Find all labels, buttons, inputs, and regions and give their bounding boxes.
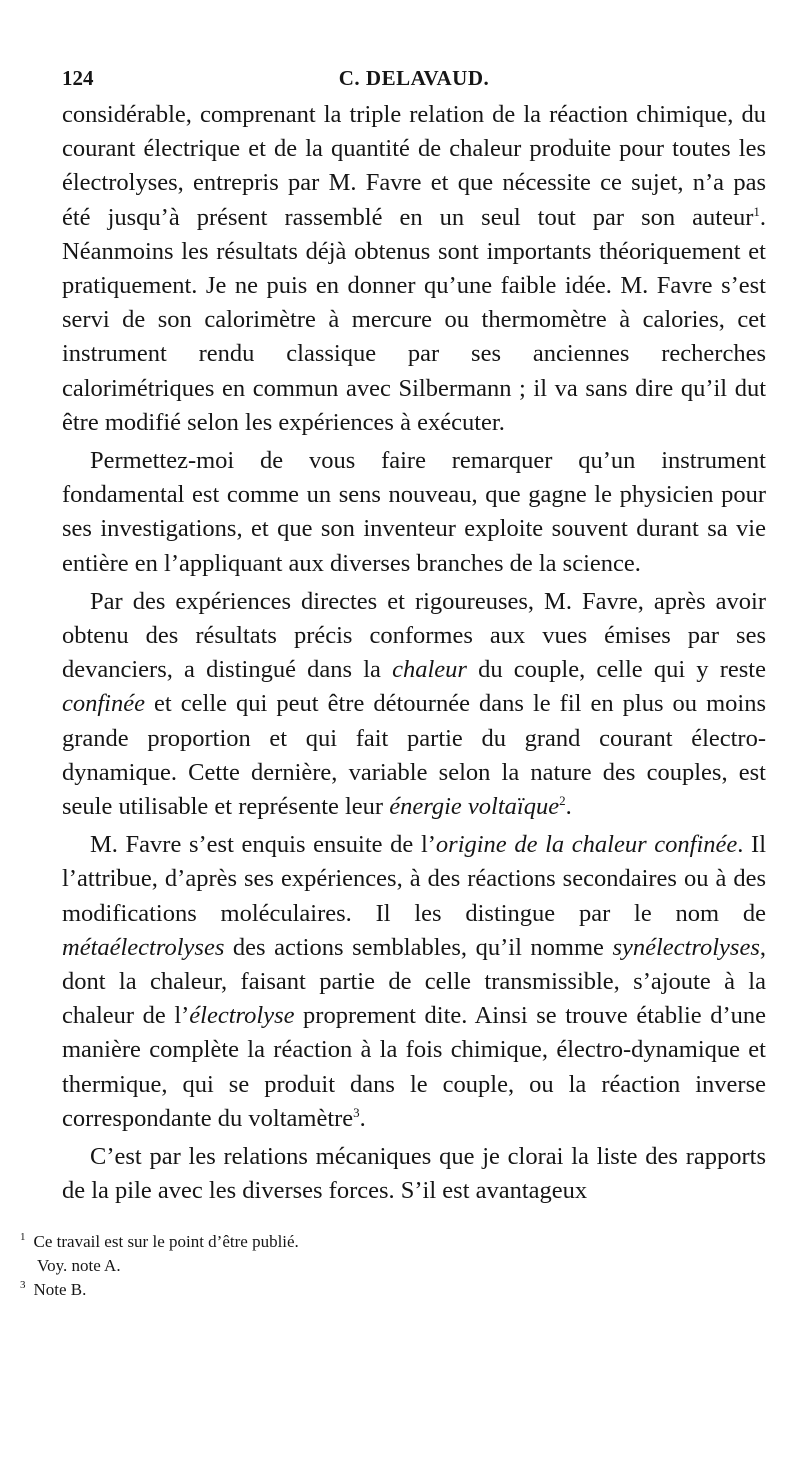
footnote-text: Ce travail est sur le point d’être publié. bbox=[33, 1232, 299, 1251]
italic-term: métaélectrolyses bbox=[62, 933, 225, 961]
footnote-ref: 3 bbox=[353, 1104, 360, 1120]
footnote bbox=[20, 1230, 299, 1254]
text-run: , dont la chaleur, faisant partie de celle transmissible, s’ajoute à la chaleur de l’ bbox=[62, 933, 766, 1030]
text-run: M. Favre s’est enquis ensuite de l’ bbox=[90, 831, 436, 859]
italic-term: chaleur bbox=[392, 656, 467, 684]
italic-term: énergie voltaïque bbox=[389, 793, 560, 821]
footnote-text: Voy. note A. bbox=[37, 1256, 121, 1275]
text-run: C’est par les relations mécaniques que je clorai la liste des rapports de la pile avec les diverses forces. S’il est avantageux bbox=[62, 1143, 766, 1205]
text-run: Par des expériences directes et rigoureuses, M. Favre, après avoir obtenu des résultats précis conformes aux vues émises par ses devanciers, a distingué dans la bbox=[62, 587, 766, 684]
footnote-mark: 3 bbox=[20, 1279, 26, 1292]
italic-term: synélectrolyses bbox=[612, 933, 760, 961]
running-head-author: C. DELAVAUD. bbox=[338, 66, 490, 90]
text-run: . Néanmoins les résultats déjà obtenus sont importants théoriquement et pratiquement. Je ne puis en donner qu’une faible idée. M. Favre s’est servi de son calorimètre à mercure ou thermomètre à calories, cet instrument rendu classique par ses anciennes recherches calorimétriques en commun avec Silbermann ; il va sans dire qu’il dut être modifié selon les expériences à exécuter. bbox=[62, 203, 766, 436]
paragraph bbox=[62, 585, 766, 824]
italic-term: confinée bbox=[62, 690, 145, 718]
text-run: considérable, comprenant la triple relation de la réaction chimique, du courant électrique et de la quantité de chaleur produite pour toutes les électrolyses, entrepris par M. Favre et que nécessite ce sujet, n’a pas été jusqu’à présent rassemblé en un seul tout par son auteur bbox=[62, 101, 766, 231]
body-text bbox=[62, 98, 766, 1209]
paragraph bbox=[62, 444, 766, 581]
footnote bbox=[20, 1278, 299, 1302]
paragraph bbox=[62, 828, 766, 1136]
footnote-ref: 1 bbox=[753, 203, 760, 219]
text-run: . bbox=[565, 793, 572, 821]
book-page bbox=[62, 66, 766, 1209]
italic-term: origine de la chaleur confinée bbox=[435, 831, 738, 859]
text-run: des actions semblables, qu’il nomme bbox=[224, 933, 613, 961]
page-number: 124 bbox=[62, 66, 94, 90]
italic-term: électrolyse bbox=[189, 1002, 295, 1030]
text-run: et celle qui peut être détournée dans le fil en plus ou moins grande proportion et qui fait partie du grand courant électro-dynamique. Cette dernière, variable selon la nature des couples, est seule utilisable et représente leur bbox=[62, 690, 766, 821]
footnotes bbox=[20, 1230, 299, 1302]
paragraph bbox=[62, 1140, 766, 1208]
text-run: proprement dite. Ainsi se trouve établie d’une manière complète la réaction à la fois chimique, électro-dynamique et thermique, qui se produit dans le couple, ou la réaction inverse correspondante du voltamètre bbox=[62, 1002, 766, 1132]
text-run: . Il l’attribue, d’après ses expériences, à des réactions secondaires ou à des modifications moléculaires. Il les distingue par le nom de bbox=[62, 831, 766, 927]
footnote-ref: 2 bbox=[559, 792, 566, 808]
footnote-text: Note B. bbox=[33, 1280, 87, 1299]
text-run: Permettez-moi de vous faire remarquer qu’un instrument fondamental est comme un sens nouveau, que gagne le physicien pour ses investigations, et que son inventeur exploite souvent durant sa vie entière en l’appliquant aux diverses branches de la science. bbox=[62, 447, 766, 577]
text-run: du couple, celle qui y reste bbox=[466, 656, 766, 684]
paragraph bbox=[62, 98, 766, 440]
footnote-mark: 1 bbox=[20, 1231, 26, 1244]
text-run: . bbox=[359, 1104, 366, 1132]
running-head bbox=[62, 66, 766, 98]
footnote bbox=[20, 1254, 299, 1278]
